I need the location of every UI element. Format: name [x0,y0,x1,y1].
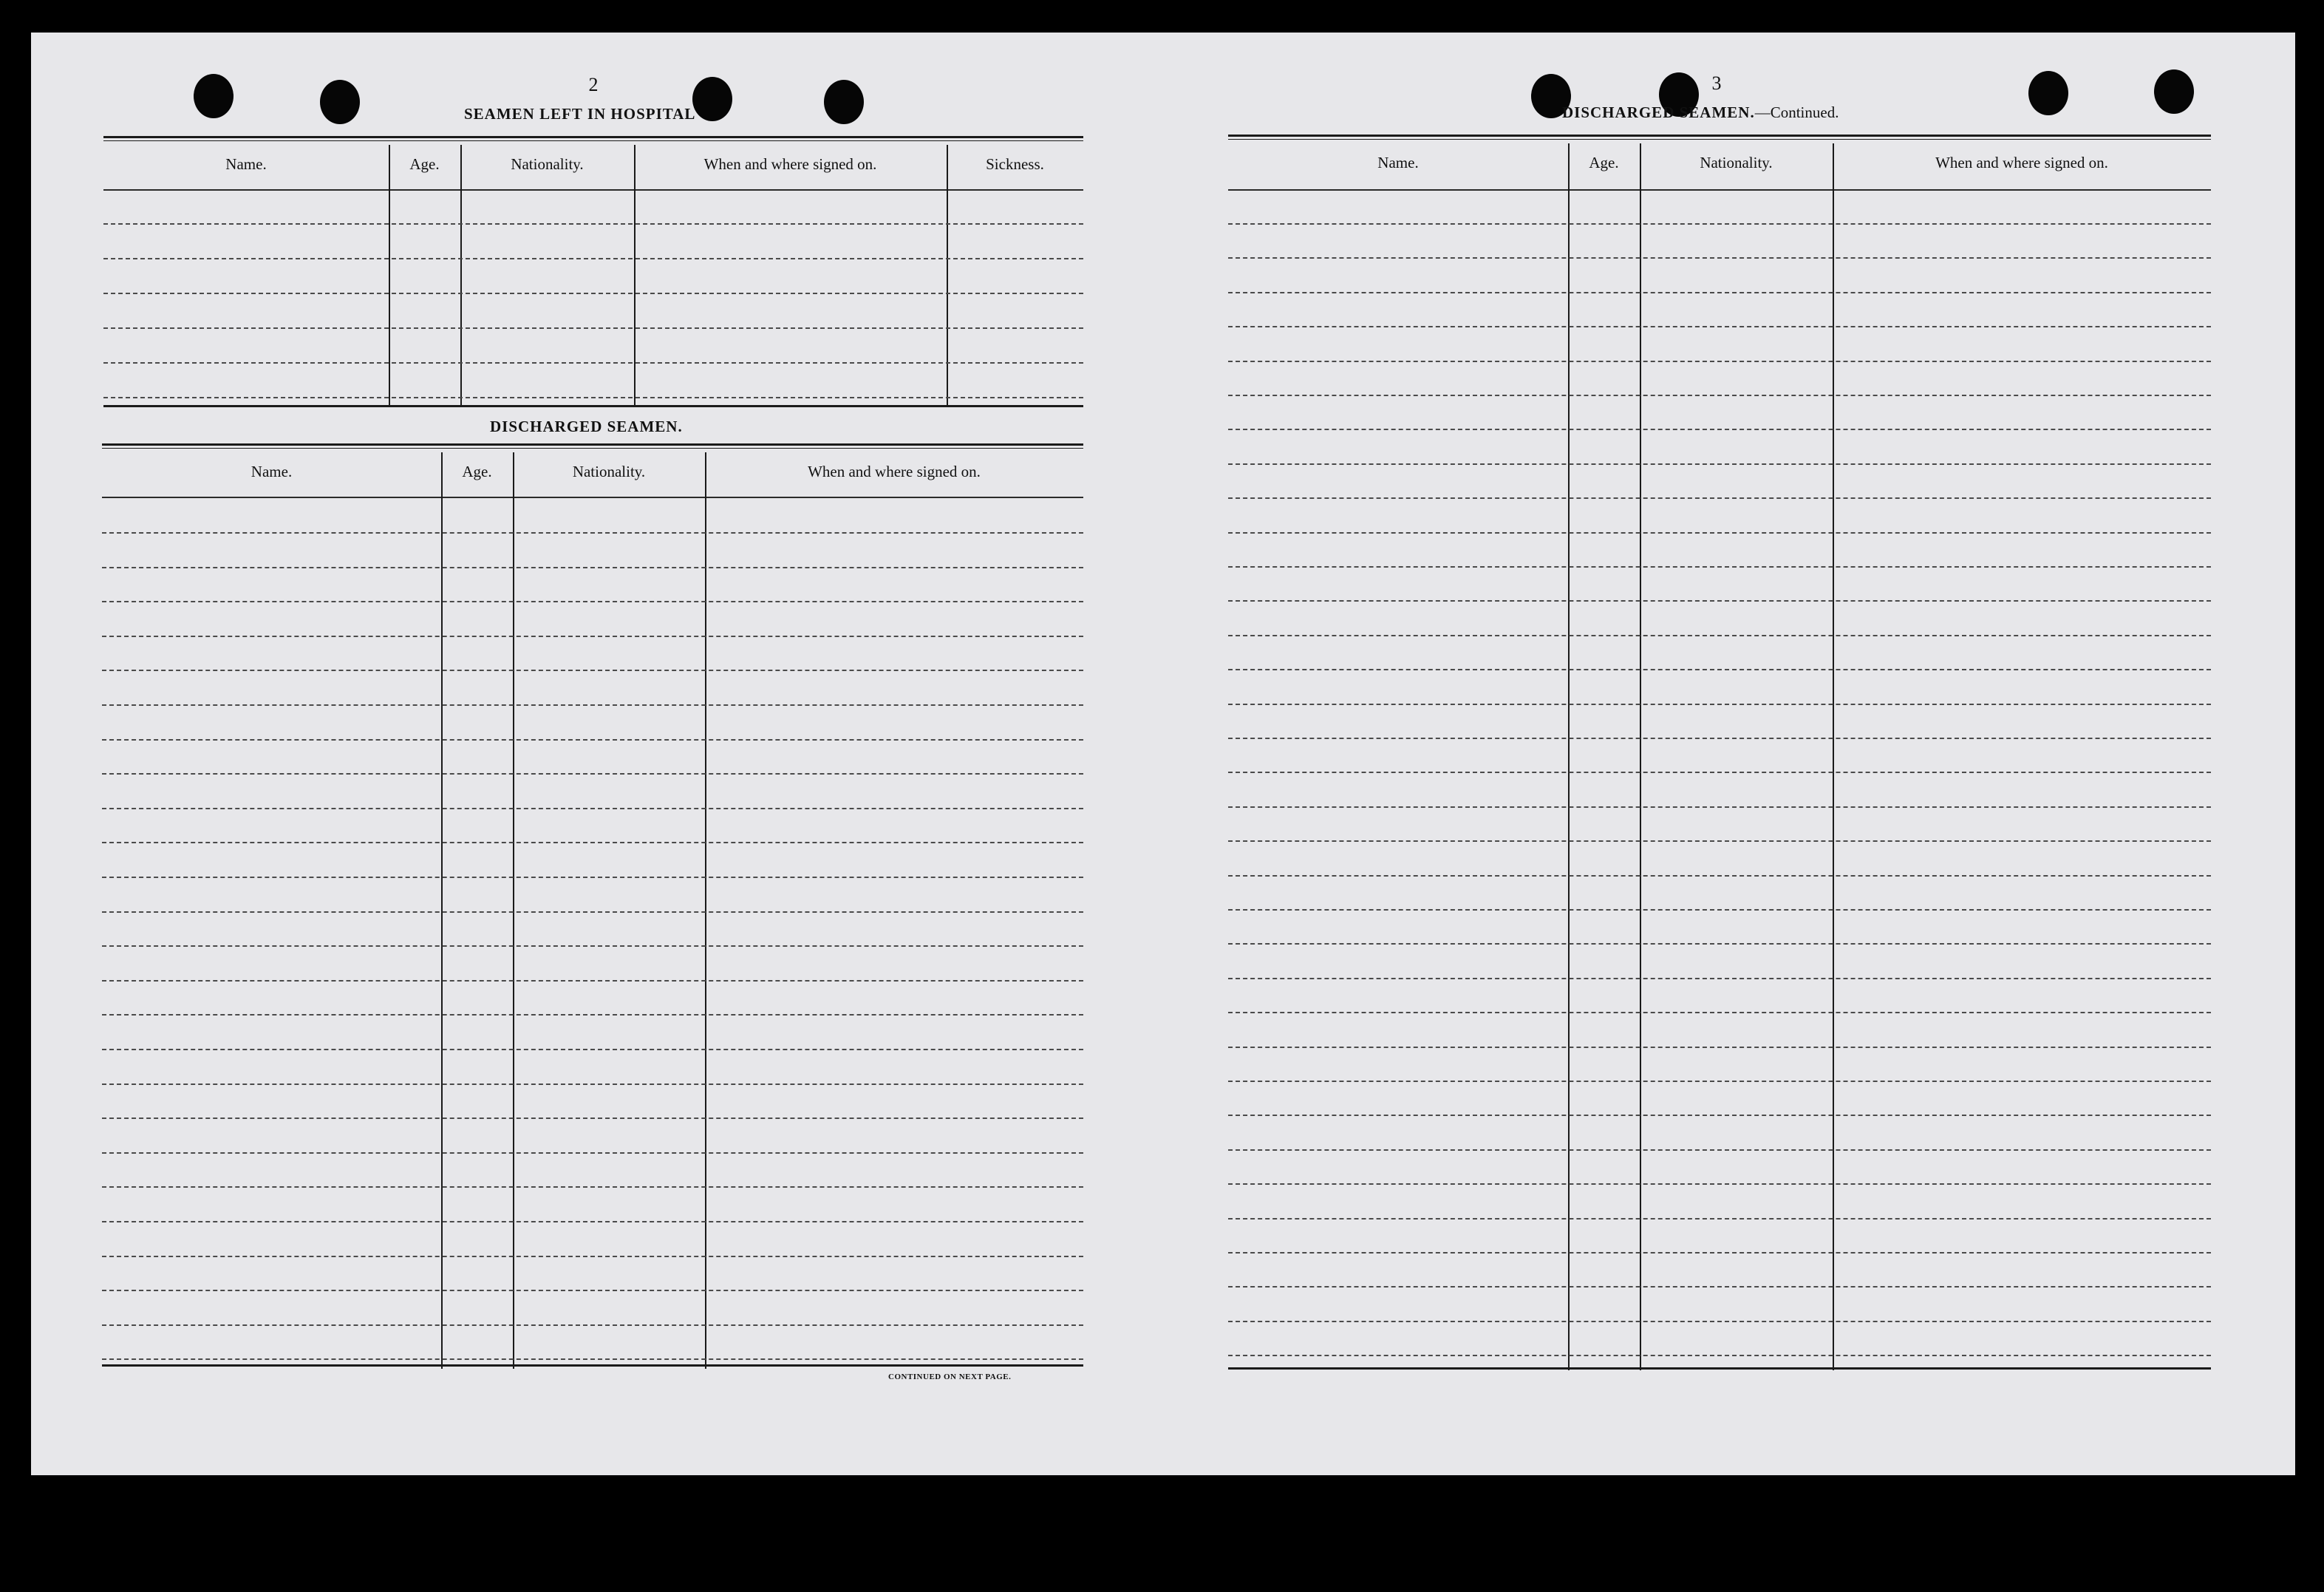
table-row [102,739,1083,741]
page-number-left: 2 [588,74,599,95]
column-header-name: Name. [1377,154,1419,171]
table-row [102,1118,1083,1119]
column-divider [460,145,462,406]
table-row [1228,909,2211,911]
table-row [1228,704,2211,705]
table-row [1228,635,2211,636]
table-row [1228,1047,2211,1048]
table-row [102,601,1083,602]
table-row [102,1358,1083,1360]
table-row [1228,326,2211,327]
table-row [1228,361,2211,362]
column-header-age: Age. [462,463,492,480]
table-row [102,1221,1083,1222]
table-row [102,670,1083,671]
table-row [102,1324,1083,1326]
table-row [102,567,1083,568]
column-divider [389,145,390,406]
table-top-rule [1228,135,2211,140]
table-row [102,532,1083,534]
table-row [1228,669,2211,670]
table-row [1228,772,2211,773]
table-row [1228,1012,2211,1013]
table-row [1228,1115,2211,1116]
table-row [1228,429,2211,430]
discharged-table-right [1228,135,2211,1369]
table-row [102,1186,1083,1188]
page-number-right: 3 [1711,72,1722,94]
column-header-age: Age. [1589,154,1619,171]
table-row [1228,1355,2211,1356]
punch-hole [2028,71,2068,115]
table-row [1228,223,2211,225]
punch-hole [194,74,234,118]
column-header-signed-on: When and where signed on. [1935,154,2108,171]
continued-section-title: DISCHARGED SEAMEN.—Continued. [1562,103,1839,121]
table-row [102,636,1083,637]
table-row [102,808,1083,809]
table-top-rule [102,443,1083,449]
table-row [102,911,1083,913]
table-row [1228,463,2211,465]
table-bottom-rule [102,1364,1083,1367]
table-row [102,1290,1083,1291]
table-row [1228,1149,2211,1151]
table-row [1228,738,2211,739]
table-row [102,945,1083,947]
table-row [1228,978,2211,979]
table-row [1228,840,2211,842]
column-header-age: Age. [409,155,440,173]
table-row [1228,1252,2211,1253]
table-bottom-rule [1228,1367,2211,1370]
hospital-table [103,136,1083,405]
column-header-nationality: Nationality. [1700,154,1773,171]
punch-hole [692,77,732,121]
table-row [102,842,1083,843]
table-row [103,258,1083,259]
column-header-sickness: Sickness. [986,155,1044,173]
table-row [103,397,1083,398]
punch-hole [320,80,360,124]
column-header-name: Name. [225,155,267,173]
table-row [102,1256,1083,1257]
table-row [102,1014,1083,1016]
table-top-rule [103,136,1083,141]
column-header-nationality: Nationality. [511,155,584,173]
table-row [1228,566,2211,568]
table-row [102,704,1083,706]
table-row [103,327,1083,329]
table-row [1228,1183,2211,1185]
continued-note: CONTINUED ON NEXT PAGE. [888,1372,1012,1381]
column-header-signed-on: When and where signed on. [703,155,877,173]
hospital-section-title: SEAMEN LEFT IN HOSPITAL [464,105,696,123]
column-header-nationality: Nationality. [572,463,646,480]
punch-hole [2154,69,2194,114]
table-row [1228,1286,2211,1287]
header-rule [103,189,1083,191]
column-header-signed-on: When and where signed on. [808,463,981,480]
punch-hole [824,80,864,124]
table-row [102,773,1083,775]
table-row [102,877,1083,878]
table-bottom-rule [103,405,1083,407]
table-row [102,980,1083,982]
table-row [1228,292,2211,293]
table-row [103,362,1083,364]
table-row [1228,532,2211,534]
table-row [103,223,1083,225]
table-row [1228,600,2211,602]
header-rule [102,497,1083,498]
table-row [1228,806,2211,808]
table-row [103,293,1083,294]
header-rule [1228,189,2211,191]
table-row [102,1049,1083,1050]
column-divider [634,145,635,406]
table-row [1228,1218,2211,1219]
table-row [1228,395,2211,396]
table-row [1228,497,2211,499]
column-divider [947,145,948,406]
table-row [1228,875,2211,877]
table-row [1228,1321,2211,1322]
column-header-name: Name. [251,463,293,480]
table-row [1228,257,2211,259]
discharged-section-title: DISCHARGED SEAMEN. [490,418,683,435]
table-row [102,1152,1083,1154]
discharged-table-left [102,443,1083,1367]
table-row [1228,943,2211,945]
table-row [102,1084,1083,1085]
table-row [1228,1081,2211,1082]
